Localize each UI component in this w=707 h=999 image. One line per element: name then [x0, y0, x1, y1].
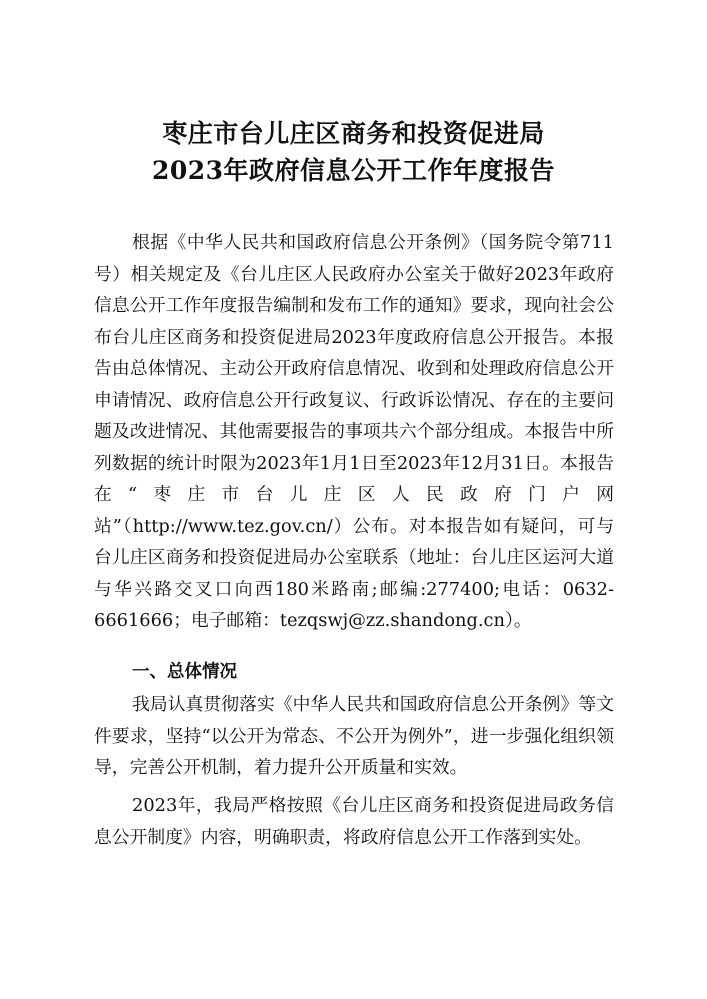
overview-paragraph-1: 我局认真贯彻落实《中华人民共和国政府信息公开条例》等文件要求，坚持“以公开为常态、不公开为例外”，进一步强化组织领导，完善公开机制，着力提升公开质量和实效。	[94, 694, 614, 778]
document-title-line-1: 枣庄市台儿庄区商务和投资促进局	[162, 119, 545, 148]
section-heading-overview: 一、总体情况	[132, 662, 237, 682]
document-title-line-2: 2023年政府信息公开工作年度报告	[151, 156, 556, 185]
intro-paragraph: 根据《中华人民共和国政府信息公开条例》（国务院令第711号）相关规定及《台儿庄区人民政府办公室关于做好2023年政府信息公开工作年度报告编制和发布工作的通知》要求，现向社会公布台儿庄区商务和投资促进局2023年度政府信息公开报告。本报告由总体情况、主动公开政府信息情况、收到和处理政府信息公开申请情况、政府信息公开行政复议、行政诉讼情况、存在的主要问题及改进情况、其他需要报告的事项共六个部分组成。本报告中所列数据的统计时限为2023年1月1日至2023年12月31日。本报告在“枣庄市台儿庄区人民政府门户网站”（http://www.tez.gov.cn/）公布。对本报告如有疑问，可与台儿庄区商务和投资促进局办公室联系（地址：台儿庄区运河大道与华兴路交叉口向西180米路南;邮编:277400;电话：0632-6661666；电子邮箱：tezqswj@zz.shandong.cn）。	[94, 232, 614, 631]
overview-paragraph-2: 2023年，我局严格按照《台儿庄区商务和投资促进局政务信息公开制度》内容，明确职责，将政府信息公开工作落到实处。	[94, 795, 614, 848]
